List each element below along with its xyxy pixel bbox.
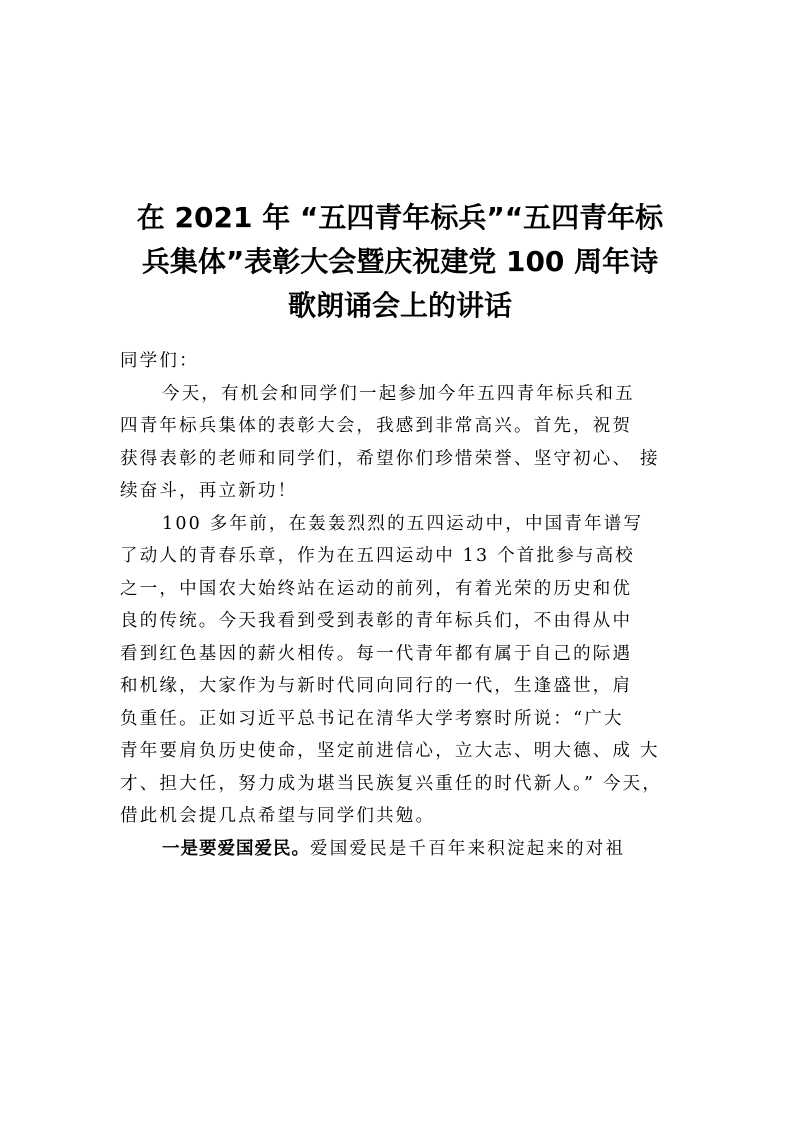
title-line-2: 兵集体”表彰大会暨庆祝建党 100 周年诗 [141,245,659,278]
paragraph-line: 和机缘，大家作为与新时代同向同行的一代，生逢盛世，肩 [120,676,633,696]
paragraph-line: 良的传统。今天我看到受到表彰的青年标兵们，不由得从中 [120,611,633,631]
paragraph-line: 借此机会提几点希望与同学们共勉。 [120,806,436,826]
title-line-1: 在 2021 年 “五四青年标兵”“五四青年标 [136,201,664,234]
paragraph-line: 获得表彰的老师和同学们，希望你们珍惜荣誉、坚守初心、 接 [120,448,660,469]
title-line-3: 歌朗诵会上的讲话 [287,289,512,322]
paragraph-line: 100 多年前，在轰轰烈烈的五四运动中，中国青年谱写 [162,513,644,534]
paragraph-line: 今天，有机会和同学们一起参加今年五四青年标兵和五 [162,383,635,404]
paragraph-line: 才、担大任，努力成为堪当民族复兴重任的时代新人。” 今天， [120,773,663,794]
paragraph-line: 青年要肩负历史使命，坚定前进信心，立大志、明大德、成 大 [120,741,660,761]
paragraph-line: 续奋斗，再立新功！ [120,481,298,501]
page-title [110,196,690,328]
paragraph-line: 看到红色基因的薪火相传。每一代青年都有属于自己的际遇 [120,643,633,664]
paragraph-1 [120,378,686,508]
bold-lead-phrase: 一是要爱国爱民。 [162,838,310,859]
salutation: 同学们： [120,351,199,371]
paragraph-2 [120,508,686,833]
paragraph-line: 了动人的青春乐章，作为在五四运动中 13 个首批参与高校 [120,546,635,566]
paragraph-line: 负重任。正如习近平总书记在清华大学考察时所说：“广大 [120,708,624,729]
paragraph-line: 之一，中国农大始终站在运动的前列，有着光荣的历史和优 [120,578,633,599]
paragraph-line [120,833,686,866]
paragraph-3 [120,833,686,866]
paragraph-line: 四青年标兵集体的表彰大会，我感到非常高兴。首先，祝贺 [120,416,633,436]
document-body [120,345,686,865]
paragraph-text: 爱国爱民是千百年来积淀起来的对祖 [310,838,626,859]
